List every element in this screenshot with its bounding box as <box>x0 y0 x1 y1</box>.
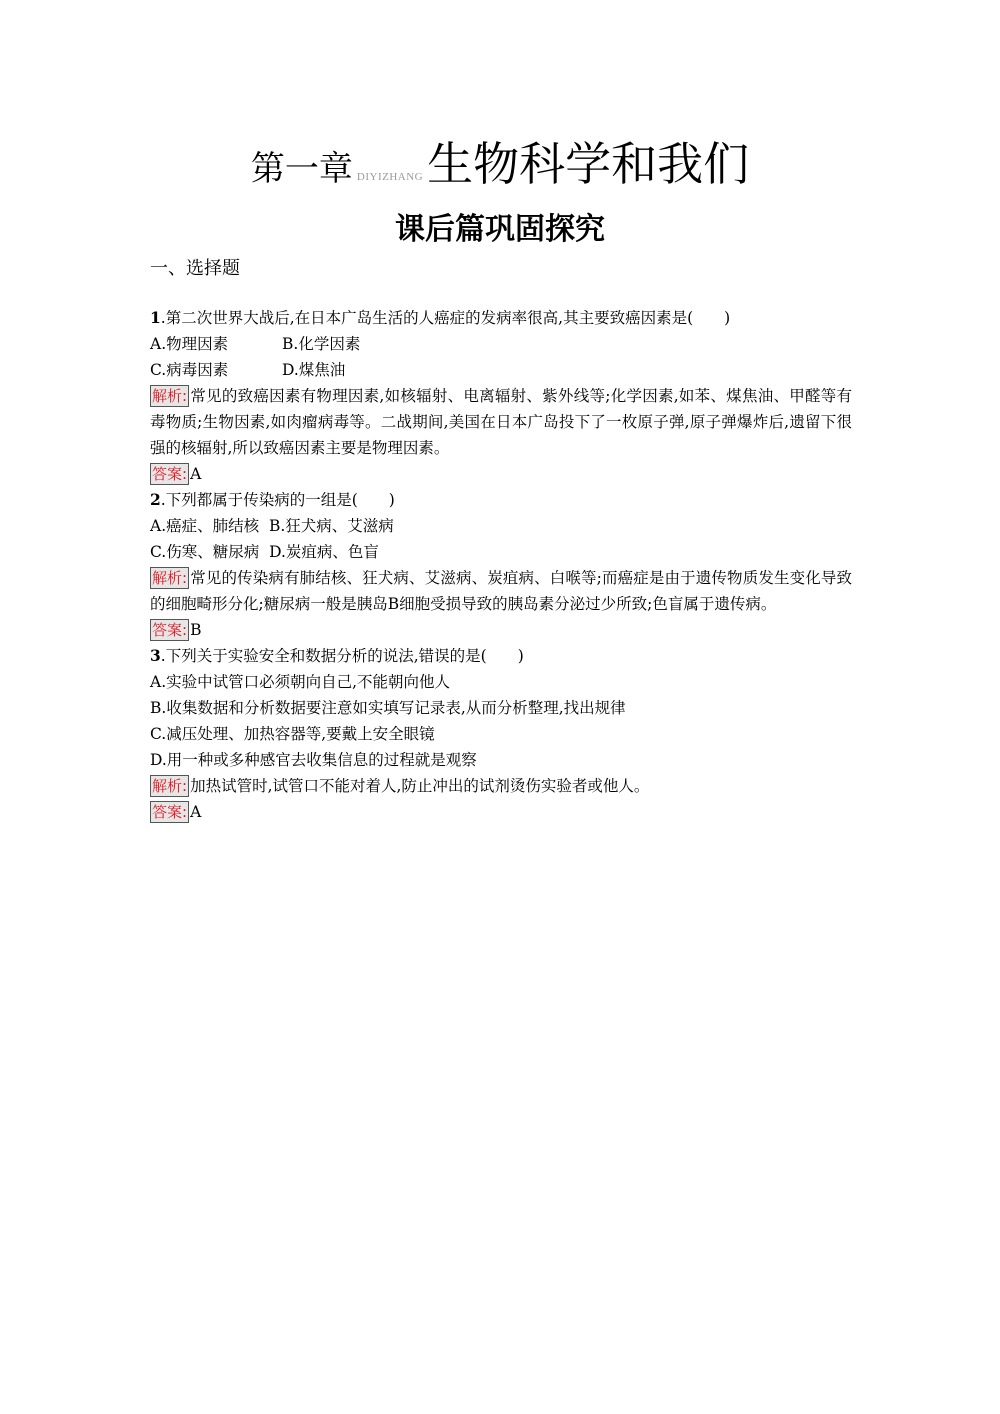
answer <box>150 461 852 487</box>
options-row <box>150 331 852 357</box>
answer-value: A <box>190 465 202 483</box>
answer <box>150 799 852 825</box>
answer-value: A <box>190 803 202 821</box>
page-subtitle: 课后篇巩固探究 <box>395 212 605 247</box>
option-a: A.实验中试管口必须朝向自己,不能朝向他人 <box>150 673 451 691</box>
option-d: D.用一种或多种感官去收集信息的过程就是观察 <box>150 751 477 769</box>
option-a: A.癌症、肺结核 <box>150 517 260 535</box>
option-d: D.炭疽病、色盲 <box>269 543 379 561</box>
chapter-number: 第一章 <box>250 149 353 189</box>
answer-value: B <box>190 621 202 639</box>
question-number: 3 <box>150 646 161 665</box>
chapter-pinyin: DIYIZHANG <box>356 171 424 183</box>
question-2 <box>150 487 852 643</box>
question-list <box>150 305 852 825</box>
question-number: 2 <box>150 490 161 509</box>
option-a: A.物理因素 <box>150 335 229 353</box>
options-row <box>150 357 852 383</box>
option-c: C.伤寒、糖尿病 <box>150 543 260 561</box>
analysis-label: 解析: <box>152 777 188 795</box>
options-row <box>150 539 852 565</box>
analysis <box>150 383 852 461</box>
option-d: D.煤焦油 <box>282 361 346 379</box>
question-stem <box>150 643 852 669</box>
options-row <box>150 513 852 539</box>
option-b: B.收集数据和分析数据要注意如实填写记录表,从而分析整理,找出规律 <box>150 699 626 717</box>
analysis-text: 加热试管时,试管口不能对着人,防止冲出的试剂烫伤实验者或他人。 <box>190 777 650 795</box>
option-b: B.狂犬病、艾滋病 <box>268 517 394 535</box>
question-number: 1 <box>150 308 161 327</box>
analysis <box>150 565 852 617</box>
analysis-label: 解析: <box>152 387 188 405</box>
option-c: C.病毒因素 <box>150 361 229 379</box>
question-text: .下列都属于传染病的一组是( ) <box>160 491 395 509</box>
answer <box>150 617 852 643</box>
answer-label: 答案: <box>152 621 188 639</box>
question-stem <box>150 487 852 513</box>
analysis <box>150 773 852 799</box>
chapter-name: 生物科学和我们 <box>427 137 750 191</box>
option-b: B.化学因素 <box>282 335 361 353</box>
question-text: .下列关于实验安全和数据分析的说法,错误的是( ) <box>160 647 524 665</box>
chapter-title <box>0 128 1000 194</box>
analysis-text: 常见的传染病有肺结核、狂犬病、艾滋病、炭疽病、白喉等;而癌症是由于遗传物质发生变化导致的细胞畸形分化;糖尿病一般是胰岛B细胞受损导致的胰岛素分泌过少所致;色盲属于遗传病。 <box>150 569 852 613</box>
answer-label: 答案: <box>152 465 188 483</box>
option-c: C.减压处理、加热容器等,要戴上安全眼镜 <box>150 725 435 743</box>
analysis-text: 常见的致癌因素有物理因素,如核辐射、电离辐射、紫外线等;化学因素,如苯、煤焦油、甲醛等有毒物质;生物因素,如肉瘤病毒等。二战期间,美国在日本广岛投下了一枚原子弹,原子弹爆炸后,遗留下很强的核辐射,所以致癌因素主要是物理因素。 <box>150 387 852 457</box>
question-text: .第二次世界大战后,在日本广岛生活的人癌症的发病率很高,其主要致癌因素是( ) <box>160 309 731 327</box>
analysis-label: 解析: <box>152 569 188 587</box>
question-stem <box>150 305 852 331</box>
answer-label: 答案: <box>152 803 188 821</box>
question-3 <box>150 643 852 825</box>
question-1 <box>150 305 852 487</box>
section-heading: 一、选择题 <box>150 258 240 279</box>
